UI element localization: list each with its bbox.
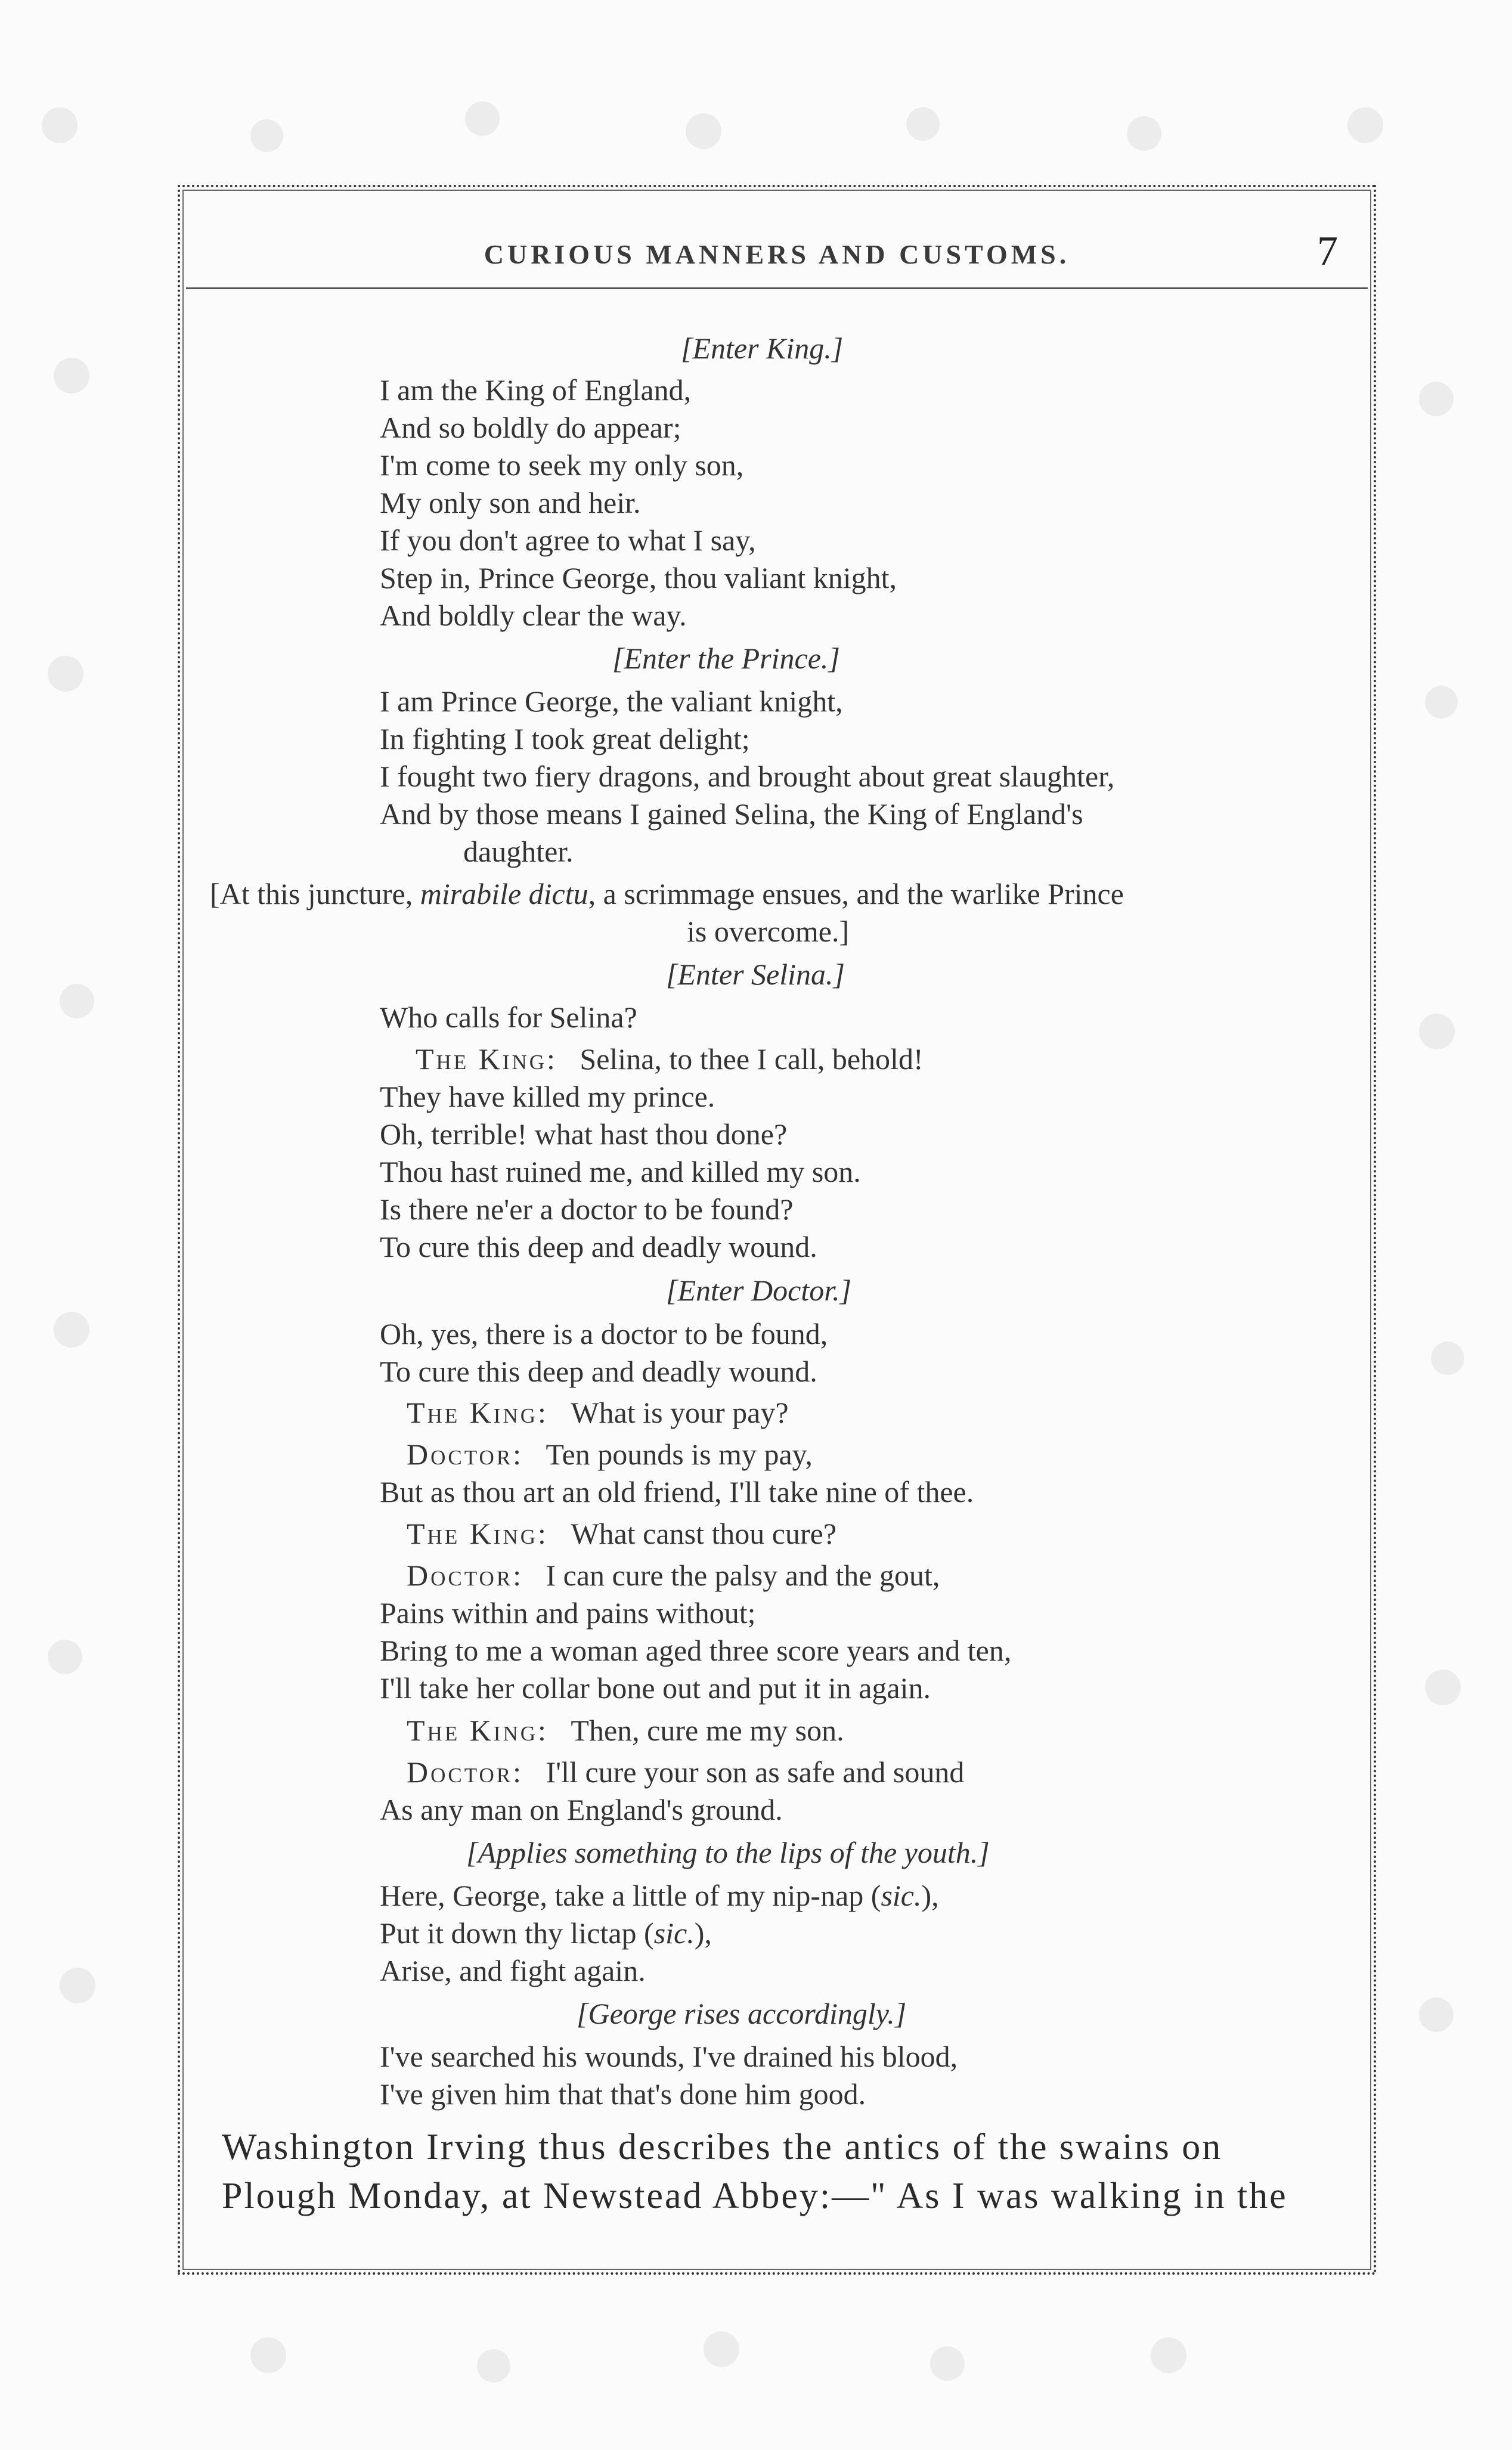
speaker-label: Doctor:: [407, 1559, 523, 1592]
speech-king: [416, 1041, 924, 1077]
verse-line: And so boldly do appear;: [380, 411, 681, 444]
stage-direction-juncture-end: is overcome.]: [687, 915, 850, 948]
verse-line: They have killed my prince.: [380, 1080, 715, 1113]
stage-direction-applies: [Applies something to the lips of the youth.]: [466, 1836, 990, 1869]
speech-text: Then, cure me my son.: [571, 1714, 844, 1747]
speech-text: I can cure the palsy and the gout,: [546, 1559, 940, 1592]
verse-text-end: ),: [921, 1879, 939, 1912]
speech-king: [407, 1712, 844, 1748]
juncture-text: [At this juncture,: [210, 877, 420, 910]
speech-doctor: [407, 1436, 813, 1472]
juncture-text-end: , a scrimmage ensues, and the warlike Prince: [588, 877, 1124, 910]
verse-line: Oh, yes, there is a doctor to be found,: [380, 1317, 828, 1351]
speech-text: I'll cure your son as safe and sound: [546, 1755, 965, 1789]
speaker-label: The King:: [407, 1396, 549, 1429]
verse-line: daughter.: [463, 835, 574, 868]
verse-line: I've searched his wounds, I've drained his blood,: [380, 2040, 958, 2073]
speaker-label: The King:: [416, 1042, 557, 1076]
verse-line: In fighting I took great delight;: [380, 722, 750, 755]
stage-direction-george-rises: [George rises accordingly.]: [577, 1997, 907, 2030]
prose-line: Washington Irving thus describes the antics of the swains on: [222, 2127, 1223, 2167]
verse-line: Who calls for Selina?: [380, 1001, 637, 1034]
speech-doctor: [407, 1557, 940, 1593]
speech-text: Ten pounds is my pay,: [546, 1438, 813, 1471]
verse-line: Arise, and fight again.: [380, 1954, 646, 1987]
verse-line: As any man on England's ground.: [380, 1793, 783, 1826]
page-number: 7: [1317, 228, 1338, 274]
verse-line-lictap: [380, 1915, 712, 1951]
sic-note: sic.: [881, 1879, 922, 1912]
verse-line: To cure this deep and deadly wound.: [380, 1355, 817, 1388]
running-title: CURIOUS MANNERS AND CUSTOMS.: [484, 239, 1070, 270]
speech-king: [407, 1395, 789, 1430]
verse-line: To cure this deep and deadly wound.: [380, 1230, 817, 1263]
juncture-latin: mirabile dictu: [420, 877, 588, 910]
verse-text: Put it down thy lictap (: [380, 1916, 654, 1950]
verse-line: Bring to me a woman aged three score years and ten,: [380, 1634, 1012, 1667]
page-frame: [178, 185, 1376, 2275]
verse-line: And by those means I gained Selina, the King of England's: [380, 797, 1083, 831]
speech-doctor: [407, 1754, 964, 1790]
verse-line: Thou hast ruined me, and killed my son.: [380, 1155, 861, 1188]
verse-line: Oh, terrible! what hast thou done?: [380, 1117, 788, 1151]
prose-line: Plough Monday, at Newstead Abbey:—" As I was walking in the: [222, 2176, 1288, 2216]
speech-text: What is your pay?: [571, 1396, 789, 1429]
running-head: [180, 222, 1374, 275]
stage-direction-enter-king: [Enter King.]: [681, 332, 844, 365]
verse-text-end: ),: [694, 1916, 712, 1950]
header-rule: [186, 287, 1368, 289]
stage-direction-juncture: [210, 876, 1124, 912]
verse-line-nipnap: [380, 1878, 939, 1913]
verse-line: But as thou art an old friend, I'll take nine of thee.: [380, 1475, 974, 1509]
verse-line: My only son and heir.: [380, 486, 641, 519]
verse-line: And boldly clear the way.: [380, 599, 687, 632]
verse-line: Pains within and pains without;: [380, 1596, 756, 1630]
verse-text: Here, George, take a little of my nip-nap (: [380, 1879, 881, 1912]
verse-line: I fought two fiery dragons, and brought about great slaughter,: [380, 760, 1115, 793]
verse-line: I am Prince George, the valiant knight,: [380, 684, 843, 718]
verse-line: Is there ne'er a doctor to be found?: [380, 1193, 794, 1226]
verse-line: I am the King of England,: [380, 373, 692, 407]
speaker-label: The King:: [407, 1517, 549, 1550]
sic-note: sic.: [653, 1916, 695, 1950]
stage-direction-enter-prince: [Enter the Prince.]: [612, 642, 840, 675]
speech-text: What canst thou cure?: [571, 1517, 837, 1550]
verse-line: Step in, Prince George, thou valiant knight,: [380, 561, 897, 594]
verse-line: I've given him that that's done him good.: [380, 2077, 866, 2111]
stage-direction-enter-doctor: [Enter Doctor.]: [666, 1274, 852, 1307]
verse-line: I'll take her collar bone out and put it in again.: [380, 1671, 931, 1705]
speech-text: Selina, to thee I call, behold!: [580, 1042, 924, 1076]
speaker-label: Doctor:: [407, 1755, 523, 1789]
stage-direction-enter-selina: [Enter Selina.]: [666, 958, 845, 991]
speech-king: [407, 1516, 836, 1551]
verse-line: If you don't agree to what I say,: [380, 524, 756, 557]
speaker-label: The King:: [407, 1714, 549, 1747]
speaker-label: Doctor:: [407, 1438, 523, 1471]
verse-line: I'm come to seek my only son,: [380, 448, 744, 482]
